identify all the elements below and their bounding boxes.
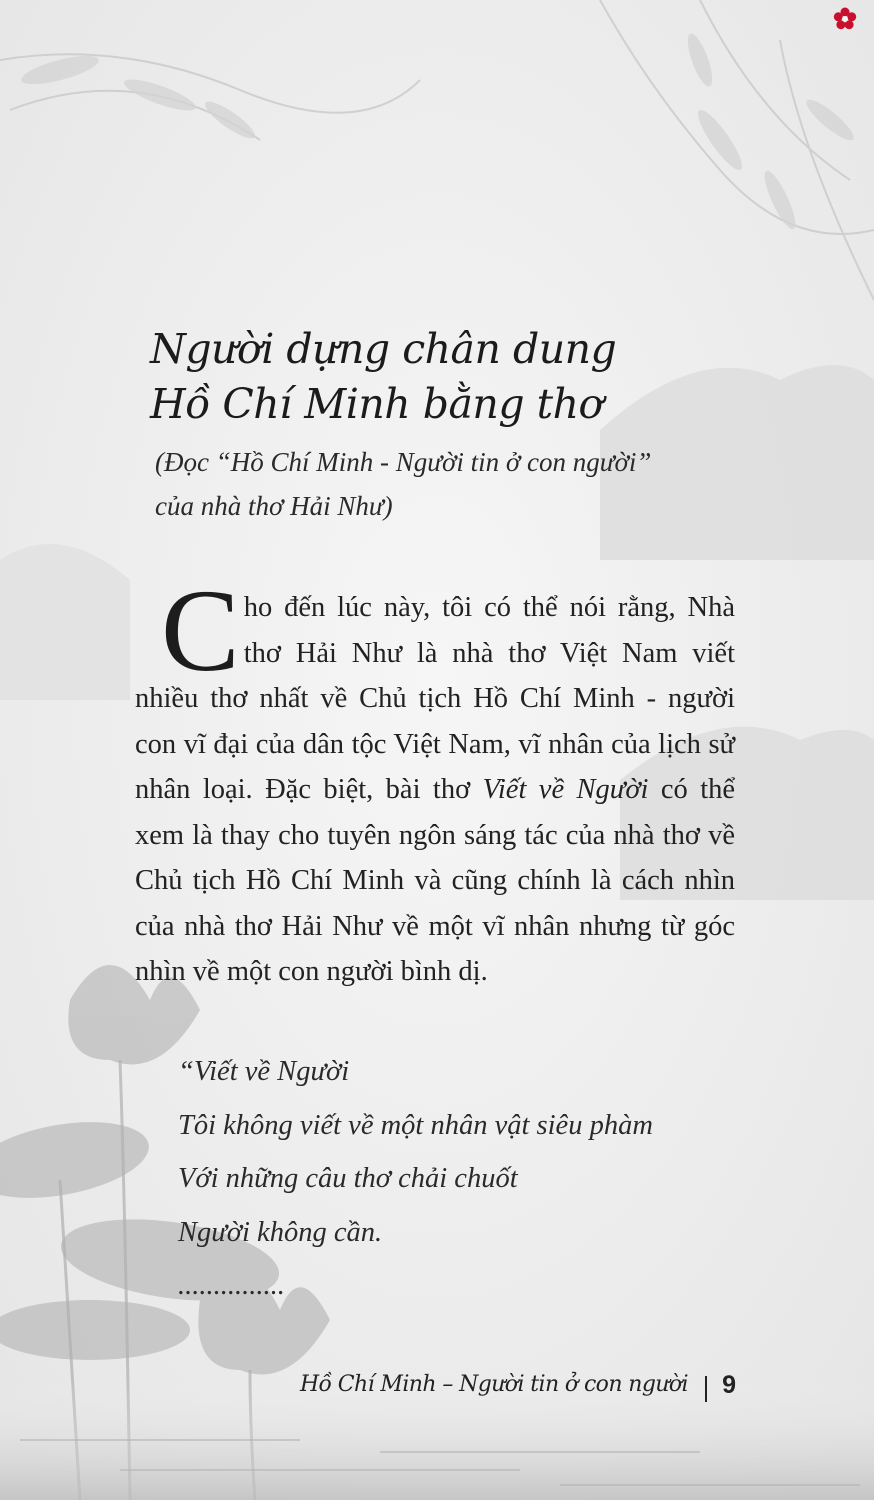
page-footer (300, 1368, 750, 1408)
page-number: 9 (722, 1371, 736, 1399)
poem-line: Với những câu thơ chải chuốt (178, 1163, 518, 1194)
chapter-subtitle-line: (Đọc “Hồ Chí Minh - Người tin ở con người” (155, 447, 652, 477)
poem-line: Người không cần. (178, 1216, 383, 1248)
chapter-title (150, 322, 710, 432)
poem-excerpt (178, 1045, 778, 1313)
running-title: Hồ Chí Minh – Người tin ở con người (299, 1372, 688, 1397)
flower-icon (832, 6, 858, 32)
body-text-part-1: ho đến lúc này, tôi có thể nói rằng, Nhà thơ Hải Như là nhà thơ Việt Nam viết nhiều thơ nhất về Chủ tịch Hồ Chí Minh - người con vĩ đại của dân tộc Việt Nam, vĩ nhân của lịch sử nhân loại. Đặc biệt, bài thơ (135, 592, 735, 805)
chapter-title-line: Hồ Chí Minh bằng thơ (150, 380, 603, 428)
chapter-subtitle (155, 440, 715, 528)
poem-line: “Viết về Người (178, 1056, 350, 1087)
chapter-subtitle-line: của nhà thơ Hải Như) (155, 491, 393, 521)
body-text-part-2: có thể xem là thay cho tuyên ngôn sáng tác của nhà thơ về Chủ tịch Hồ Chí Minh và cũng chính là cách nhìn của nhà thơ Hải Như về một vĩ nhân nhưng từ góc nhìn về một con người bình dị. (135, 774, 736, 987)
chapter-title-line: Người dựng chân dung (150, 325, 617, 373)
footer-divider (705, 1376, 708, 1402)
poem-title-reference: Viết về Người (482, 774, 649, 805)
drop-cap: C (161, 565, 240, 696)
body-paragraph (135, 565, 736, 995)
poem-line: Tôi không viết về một nhân vật siêu phàm (178, 1109, 653, 1141)
poem-ellipsis: ............... (178, 1270, 285, 1301)
